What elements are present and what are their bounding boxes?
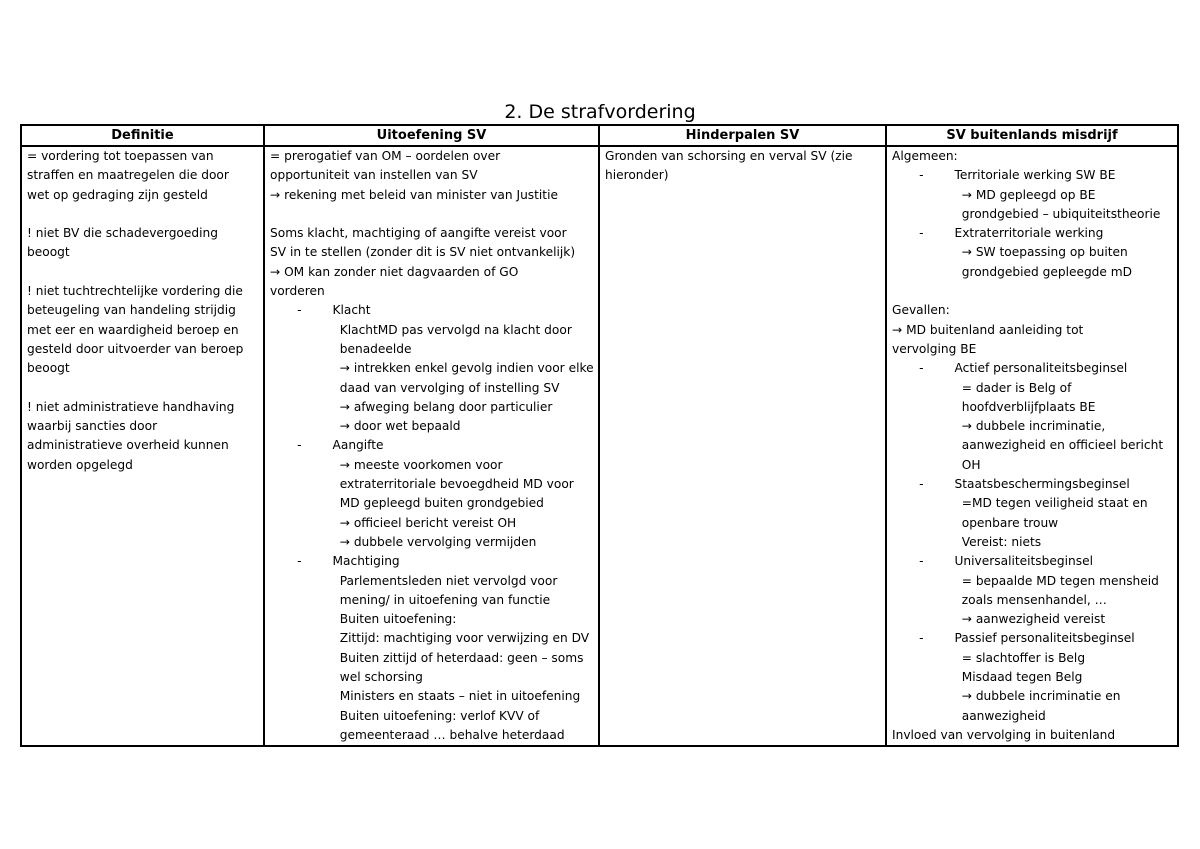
text-line: mening/ in uitoefening van functie	[270, 592, 551, 607]
text-line: hoofdverblijfplaats BE	[892, 399, 1096, 414]
text-line: → officieel bericht vereist OH	[270, 515, 517, 530]
text-line: = vordering tot toepassen van	[27, 149, 214, 163]
text-line: → intrekken enkel gevolg indien voor elke	[270, 361, 594, 376]
text-line: straffen en maatregelen die door	[27, 168, 229, 183]
text-line: Parlementsleden niet vervolgd voor	[270, 573, 558, 588]
text-line: → dubbele vervolging vermijden	[270, 534, 537, 549]
text-line: vervolging BE	[892, 341, 977, 356]
text-line: Misdaad tegen Belg	[892, 670, 1083, 685]
text-line: - Machtiging	[270, 554, 400, 569]
text-line: opportuniteit van instellen van SV	[270, 168, 478, 183]
text-line: benadeelde	[270, 341, 412, 356]
header-hinderpalen-sv: Hinderpalen SV	[599, 125, 886, 146]
page-title: 2. De strafvordering	[504, 101, 696, 123]
text-line: Ministers en staats – niet in uitoefening	[270, 689, 581, 704]
text-line: → meeste voorkomen voor	[270, 457, 503, 472]
text-line: → door wet bepaald	[270, 419, 461, 434]
text-line	[892, 282, 1172, 301]
text-line: Buiten uitoefening: verlof KVV of	[270, 708, 540, 723]
header-sv-buitenlands-misdrijf: SV buitenlands misdrijf	[886, 125, 1178, 146]
text-line: SV in te stellen (zonder dit is SV niet ontvankelijk)	[270, 245, 576, 260]
text-line: MD gepleegd buiten grondgebied	[270, 496, 544, 511]
header-definitie: Definitie	[21, 125, 264, 146]
text-line: - Klacht	[270, 303, 371, 318]
text-line: grondgebied gepleegde mD	[892, 264, 1133, 279]
text-line: Gronden van schorsing en verval SV (zie	[605, 149, 853, 163]
text-line: ! niet administratieve handhaving	[27, 399, 235, 414]
table-row	[21, 146, 1178, 746]
text-line: → afweging belang door particulier	[270, 399, 553, 414]
text-line: worden opgelegd	[27, 457, 133, 472]
text-line: → MD gepleegd op BE	[892, 187, 1096, 202]
text-line: → dubbele incriminatie en	[892, 689, 1121, 704]
text-line: - Territoriale werking SW BE	[892, 168, 1116, 183]
cell-sv-buitenlands-misdrijf	[886, 146, 1178, 746]
text-line: Buiten zittijd of heterdaad: geen – soms	[270, 650, 584, 665]
text-line: grondgebied – ubiquiteitstheorie	[892, 206, 1161, 221]
text-line: beoogt	[27, 361, 70, 376]
text-line: vorderen	[270, 284, 325, 299]
text-line: → rekening met beleid van minister van Justitie	[270, 187, 558, 202]
cell-definitie	[21, 146, 264, 746]
text-line: beoogt	[27, 245, 70, 260]
text-line: wel schorsing	[270, 670, 423, 685]
text-line: = slachtoffer is Belg	[892, 650, 1086, 665]
text-line: hieronder)	[605, 168, 669, 183]
text-line: → MD buitenland aanleiding tot	[892, 322, 1084, 337]
cell-hinderpalen-sv	[599, 146, 886, 746]
header-uitoefening-sv: Uitoefening SV	[264, 125, 599, 146]
text-line: gemeenteraad … behalve heterdaad	[270, 727, 565, 742]
text-line: beteugeling van handeling strijdig	[27, 303, 236, 318]
text-line: Buiten uitoefening:	[270, 612, 457, 627]
text-line: - Staatsbeschermingsbeginsel	[892, 477, 1130, 492]
text-line: daad van vervolging of instelling SV	[270, 380, 560, 395]
text-line: waarbij sancties door	[27, 419, 158, 434]
text-line: KlachtMD pas vervolgd na klacht door	[270, 322, 572, 337]
text-line: administratieve overheid kunnen	[27, 438, 229, 453]
text-line: aanwezigheid	[892, 708, 1046, 723]
text-line: = prerogatief van OM – oordelen over	[270, 149, 501, 163]
text-line: = dader is Belg of	[892, 380, 1072, 395]
text-line: Zittijd: machtiging voor verwijzing en DV	[270, 631, 590, 646]
text-line: OH	[892, 457, 981, 472]
text-line	[270, 205, 593, 224]
text-line: met eer en waardigheid beroep en	[27, 322, 239, 337]
text-line: extraterritoriale bevoegdheid MD voor	[270, 477, 574, 492]
text-line: Invloed van vervolging in buitenland	[892, 727, 1116, 742]
text-line: Soms klacht, machtiging of aangifte vereist voor	[270, 226, 567, 241]
text-line: ! niet BV die schadevergoeding	[27, 226, 218, 241]
text-line: → aanwezigheid vereist	[892, 612, 1106, 627]
text-line: wet op gedraging zijn gesteld	[27, 187, 208, 202]
text-line: - Aangifte	[270, 438, 384, 453]
text-line: → OM kan zonder niet dagvaarden of GO	[270, 264, 519, 279]
text-line: Algemeen:	[892, 149, 958, 163]
text-line: Gevallen:	[892, 303, 950, 318]
text-line: aanwezigheid en officieel bericht	[892, 438, 1164, 453]
text-line: =MD tegen veiligheid staat en	[892, 496, 1148, 511]
text-line: → SW toepassing op buiten	[892, 245, 1128, 260]
text-line: = bepaalde MD tegen mensheid	[892, 573, 1159, 588]
text-line: → dubbele incriminatie,	[892, 419, 1106, 434]
text-line: openbare trouw	[892, 515, 1059, 530]
text-line	[27, 263, 258, 282]
text-line: - Universaliteitsbeginsel	[892, 554, 1093, 569]
cell-uitoefening-sv	[264, 146, 599, 746]
text-line: ! niet tuchtrechtelijke vordering die	[27, 284, 243, 299]
text-line: zoals mensenhandel, …	[892, 592, 1107, 607]
text-line	[27, 379, 258, 398]
text-line: - Extraterritoriale werking	[892, 226, 1104, 241]
text-line: - Passief personaliteitsbeginsel	[892, 631, 1135, 646]
text-line: gesteld door uitvoerder van beroep	[27, 341, 244, 356]
text-line: - Actief personaliteitsbeginsel	[892, 361, 1128, 376]
strafvordering-table	[20, 124, 1179, 747]
text-line	[27, 205, 258, 224]
text-line: Vereist: niets	[892, 534, 1042, 549]
header-row	[21, 125, 1178, 146]
